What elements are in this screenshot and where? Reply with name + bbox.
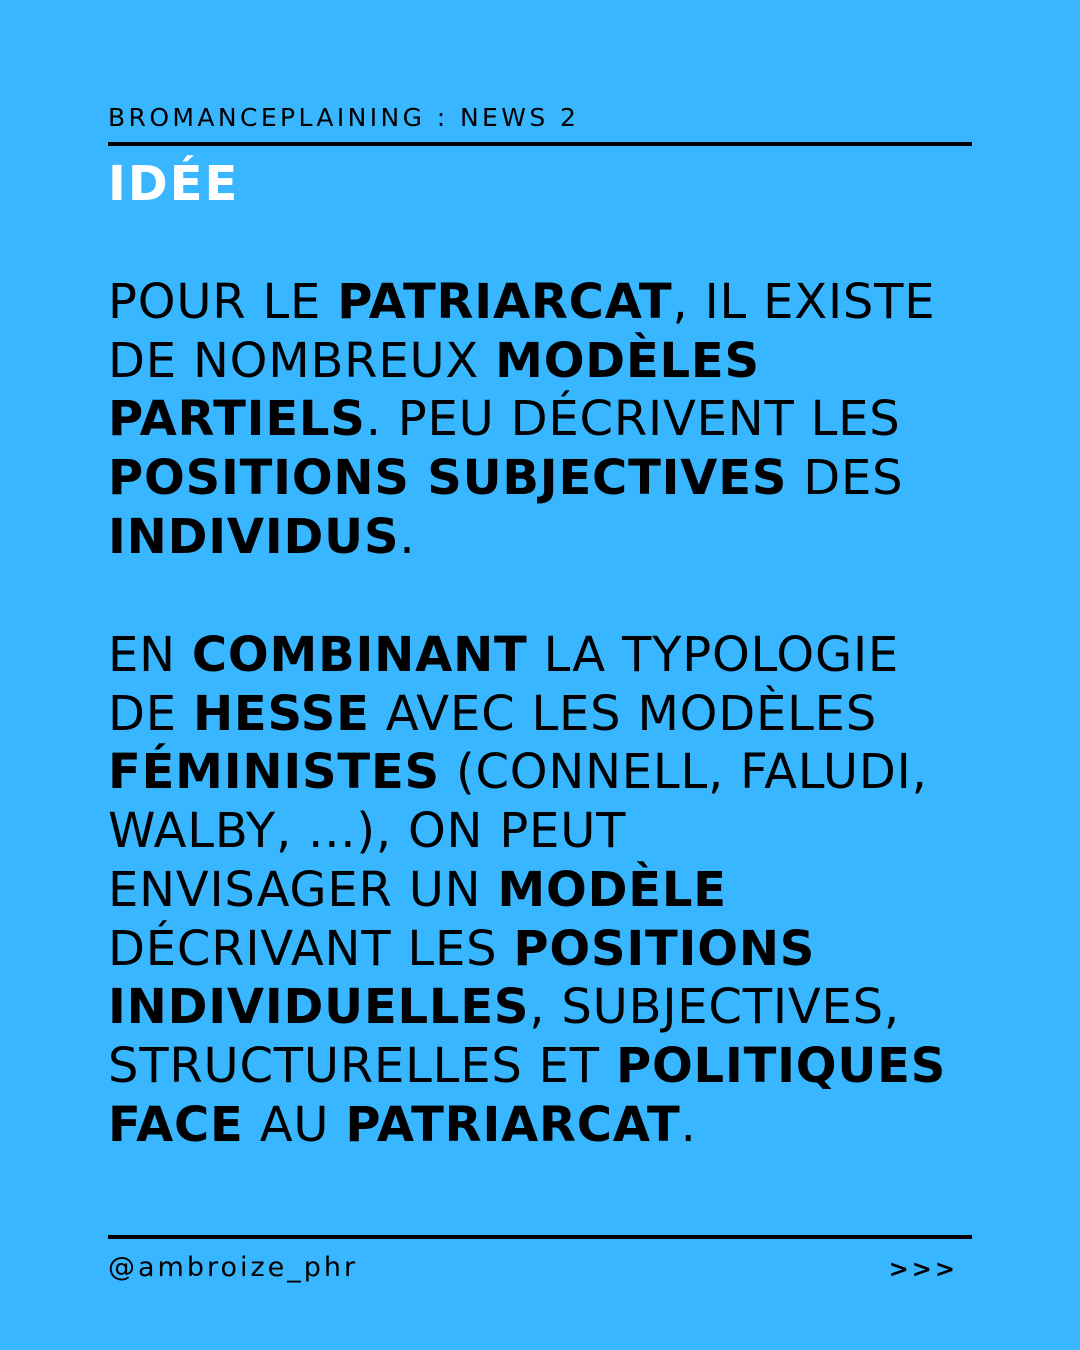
text-run: DE NOMBREUX: [108, 332, 496, 389]
text-run: . PEU DÉCRIVENT LES: [365, 391, 901, 448]
text-line: [108, 978, 972, 1037]
text-line: [108, 273, 972, 332]
text-run: DÉCRIVANT LES: [108, 920, 514, 977]
text-run: STRUCTURELLES ET: [108, 1037, 616, 1094]
emphasis-run: HESSE: [192, 685, 370, 742]
emphasis-run: INDIVIDUS: [108, 508, 400, 565]
text-line: [108, 390, 972, 449]
top-divider: [108, 142, 972, 146]
header-label: BROMANCEPLAINING : NEWS 2: [108, 103, 580, 132]
emphasis-run: FACE: [108, 1096, 244, 1153]
text-line: [108, 508, 972, 567]
emphasis-run: POSITIONS SUBJECTIVES: [108, 450, 788, 507]
next-slide-arrows[interactable]: >>>: [888, 1255, 958, 1283]
text-run: AVEC LES MODÈLES: [369, 685, 878, 742]
section-title: IDÉE: [108, 156, 240, 212]
emphasis-run: COMBINANT: [191, 627, 528, 683]
text-run: .: [680, 1096, 697, 1153]
paragraph-intro: [108, 273, 972, 567]
paragraph-proposal: [108, 626, 972, 1154]
text-line: [108, 1037, 972, 1096]
emphasis-run: POSITIONS: [513, 920, 816, 977]
text-run: ENVISAGER UN: [108, 861, 498, 918]
emphasis-run: MODÈLE: [497, 861, 727, 918]
emphasis-run: MODÈLES: [495, 332, 760, 389]
text-run: .: [399, 508, 416, 565]
text-line: [108, 861, 972, 920]
text-line: [108, 743, 972, 802]
author-handle: @ambroize_phr: [108, 1252, 359, 1283]
bottom-divider: [108, 1235, 972, 1239]
emphasis-run: PATRIARCAT: [337, 274, 673, 330]
text-line: [108, 626, 972, 685]
text-line: [108, 802, 972, 861]
text-run: WALBY, ...), ON PEUT: [108, 803, 627, 860]
text-run: (CONNELL, FALUDI,: [439, 744, 928, 801]
text-run: , IL EXISTE: [672, 274, 936, 330]
emphasis-run: INDIVIDUELLES: [108, 979, 530, 1036]
text-line: [108, 1096, 972, 1155]
text-run: EN: [108, 627, 192, 683]
text-run: DES: [787, 450, 904, 507]
emphasis-run: FÉMINISTES: [108, 744, 440, 801]
text-line: [108, 332, 972, 391]
text-line: [108, 920, 972, 979]
emphasis-run: POLITIQUES: [615, 1037, 947, 1094]
text-run: POUR LE: [108, 274, 338, 330]
text-run: DE: [108, 685, 193, 742]
text-run: , SUBJECTIVES,: [529, 979, 900, 1036]
text-line: [108, 449, 972, 508]
emphasis-run: PATRIARCAT: [345, 1096, 681, 1153]
emphasis-run: PARTIELS: [108, 391, 366, 448]
text-run: LA TYPOLOGIE: [527, 627, 900, 683]
text-run: AU: [243, 1096, 346, 1153]
text-line: [108, 685, 972, 744]
